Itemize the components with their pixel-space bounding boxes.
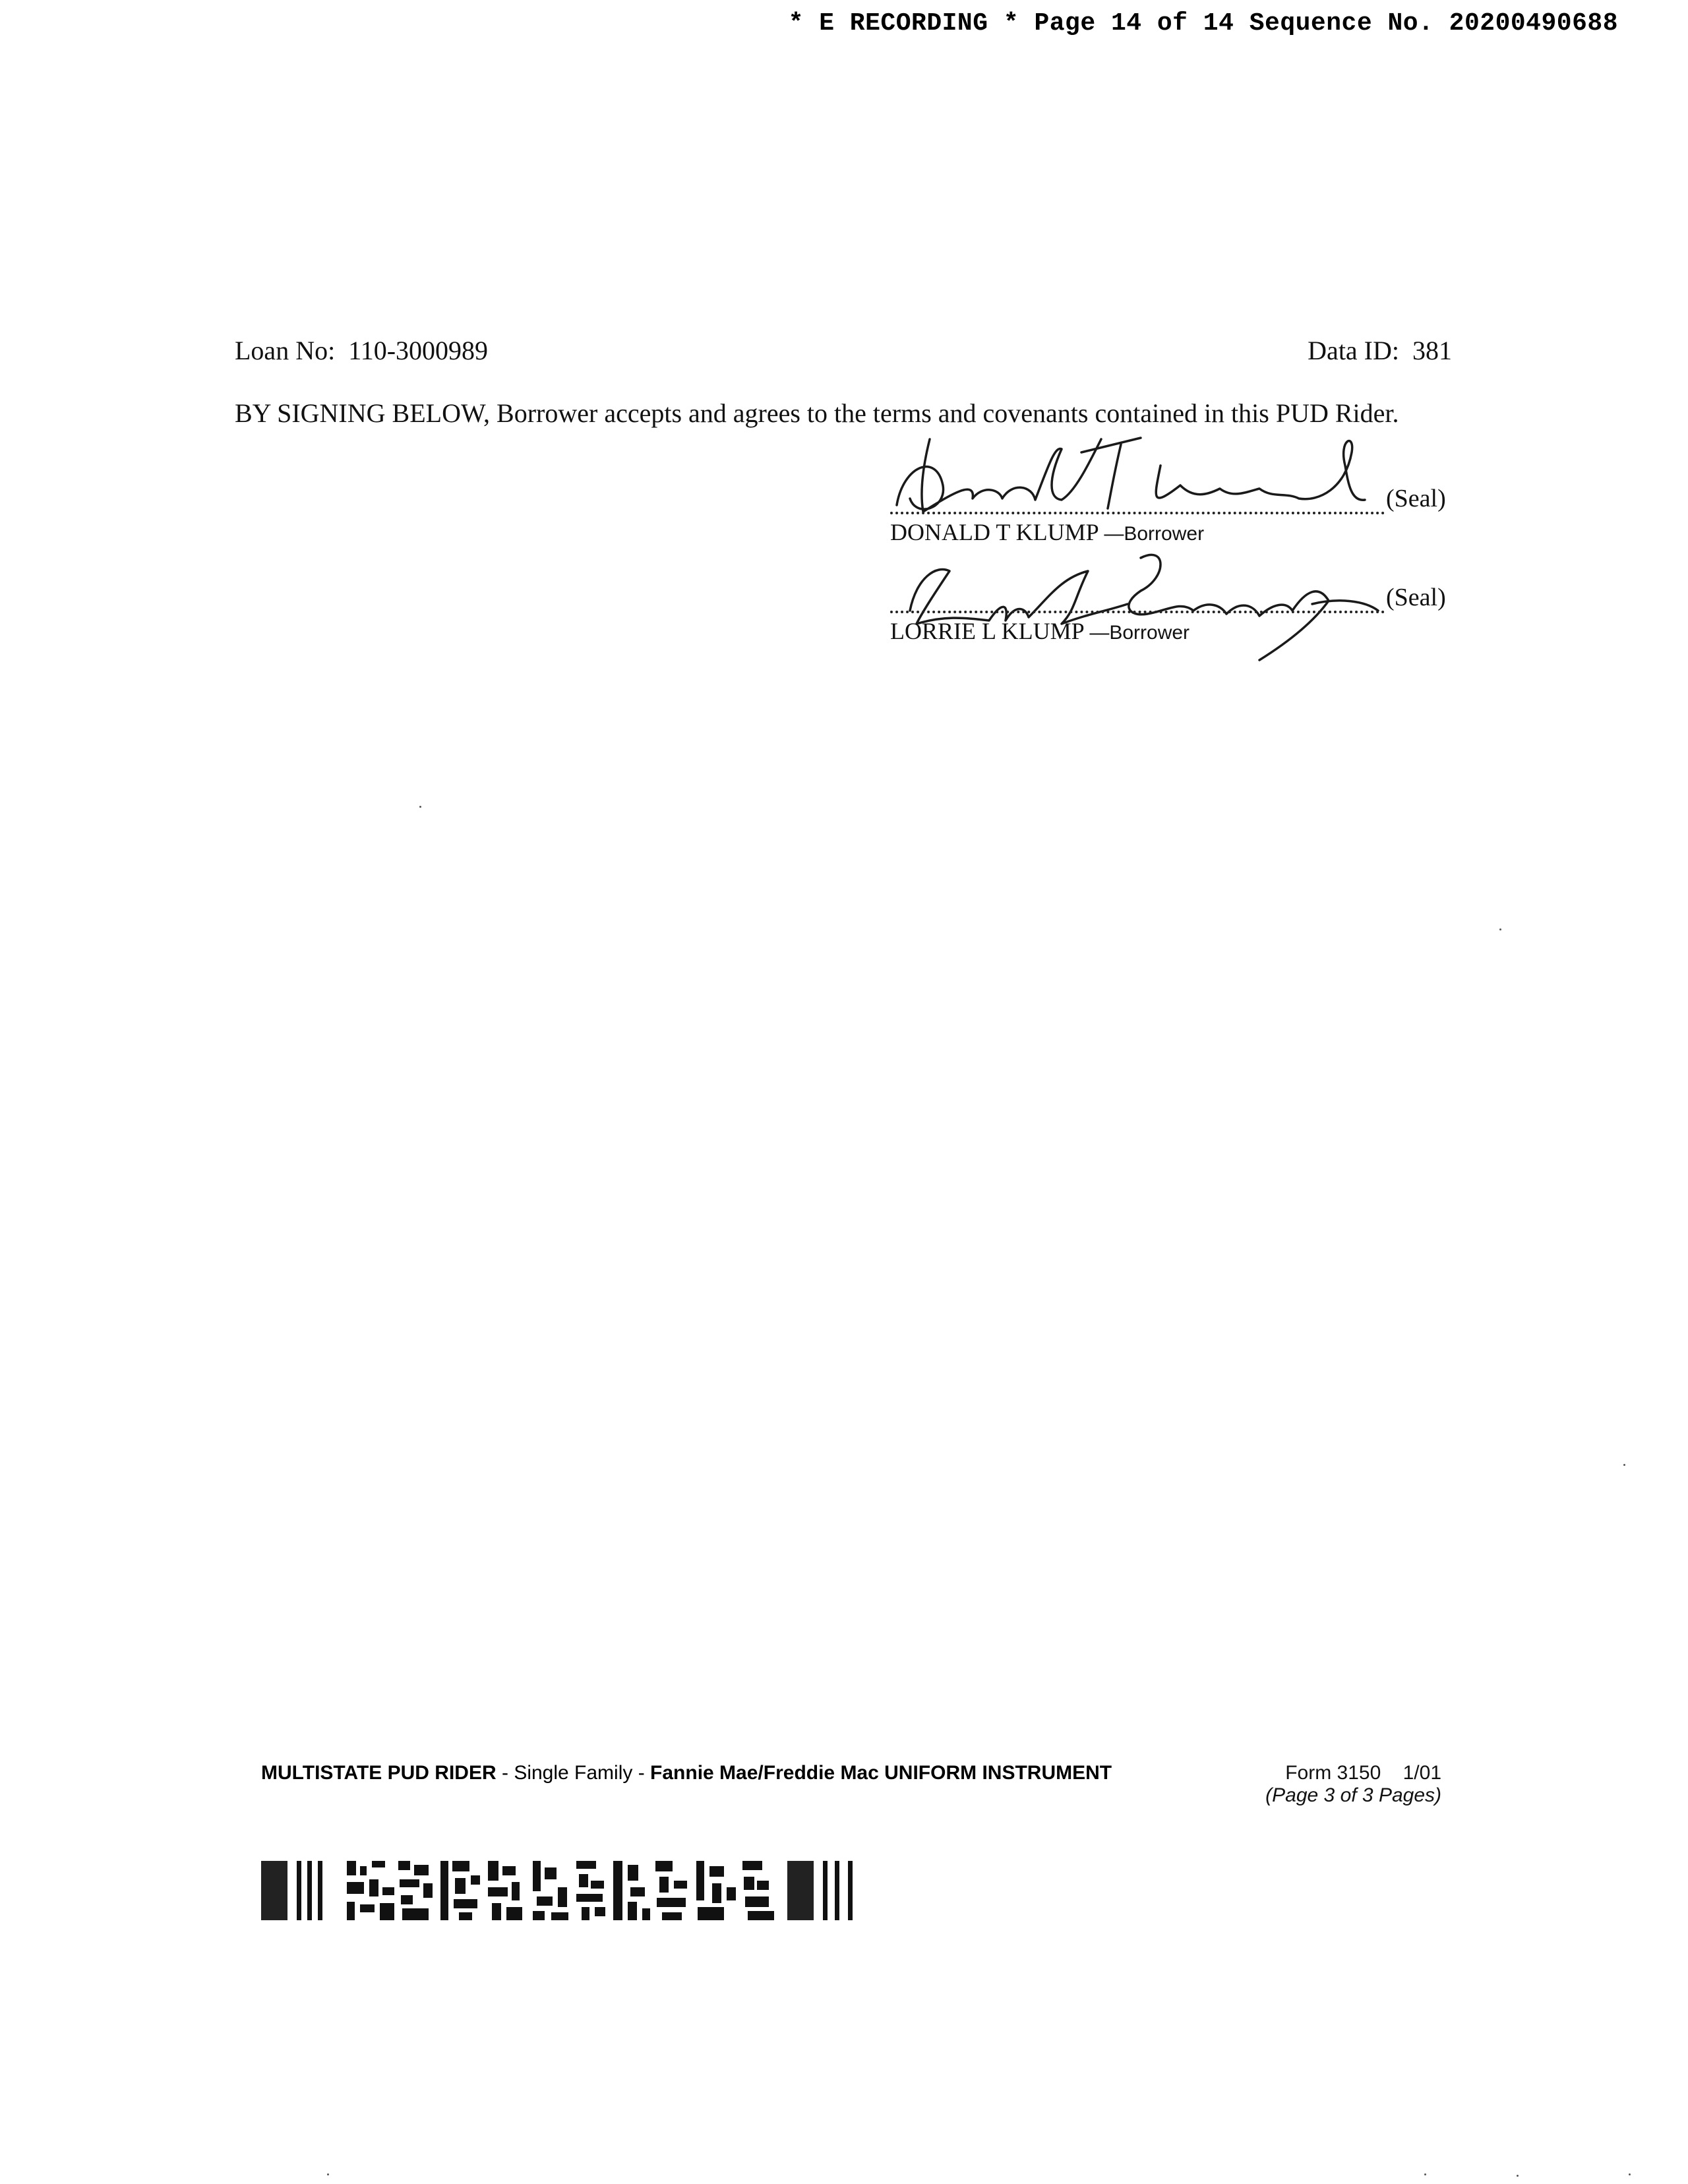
scan-speck bbox=[1623, 1464, 1625, 1466]
recording-header: * E RECORDING * Page 14 of 14 Sequence No. 20200490688 bbox=[788, 9, 1618, 38]
form-title-main: MULTISTATE PUD RIDER bbox=[261, 1762, 497, 1784]
signer-role: —Borrower bbox=[1089, 622, 1190, 644]
data-id-value: 381 bbox=[1412, 336, 1452, 365]
form-title-sub: - Single Family - bbox=[496, 1762, 651, 1784]
page-count: (Page 3 of 3 Pages) bbox=[1265, 1784, 1441, 1806]
form-number-line bbox=[1265, 1762, 1441, 1784]
scan-speck bbox=[419, 806, 421, 808]
signing-statement: BY SIGNING BELOW, Borrower accepts and agrees to the terms and covenants contained in this PUD Rider. bbox=[235, 398, 1399, 428]
data-id-label: Data ID: bbox=[1308, 336, 1399, 365]
signer-name-line bbox=[890, 617, 1190, 645]
scan-speck bbox=[1424, 2173, 1426, 2175]
form-number: Form 3150 bbox=[1285, 1762, 1381, 1784]
document-barcode bbox=[261, 1861, 901, 1920]
loan-number-value: 110-3000989 bbox=[348, 336, 489, 365]
loan-number-label: Loan No: bbox=[235, 336, 336, 365]
signer-role: —Borrower bbox=[1104, 523, 1205, 545]
scan-speck bbox=[1499, 928, 1501, 930]
form-identifier bbox=[1265, 1762, 1441, 1807]
scan-speck bbox=[1517, 2175, 1519, 2177]
seal-label: (Seal) bbox=[1386, 485, 1446, 512]
signature-donald-klump bbox=[890, 426, 1391, 525]
signer-name: DONALD T KLUMP bbox=[890, 519, 1099, 545]
scan-speck bbox=[1629, 2173, 1631, 2175]
signature-line bbox=[890, 611, 1385, 613]
signature-line bbox=[890, 512, 1385, 514]
loan-number-field bbox=[235, 335, 488, 366]
signer-name-line bbox=[890, 518, 1204, 546]
scan-speck bbox=[327, 2173, 329, 2175]
data-id-field bbox=[1308, 335, 1452, 366]
form-date: 1/01 bbox=[1402, 1762, 1441, 1784]
signer-name: LORRIE L KLUMP bbox=[890, 618, 1084, 644]
form-title-issuer: Fannie Mae/Freddie Mac UNIFORM INSTRUMENT bbox=[650, 1762, 1112, 1784]
form-title bbox=[261, 1762, 1112, 1784]
seal-label: (Seal) bbox=[1386, 584, 1446, 611]
